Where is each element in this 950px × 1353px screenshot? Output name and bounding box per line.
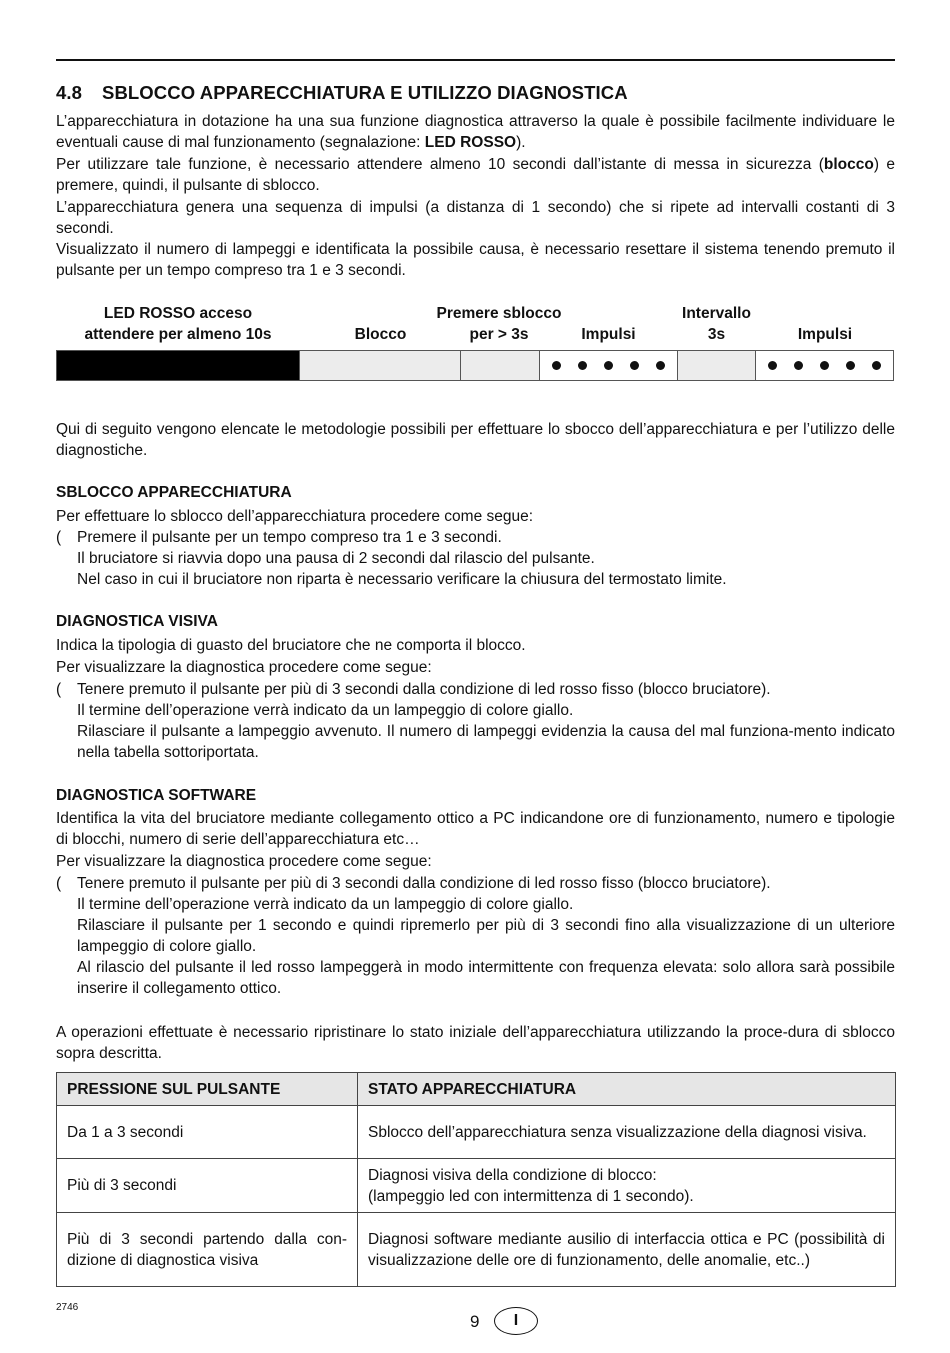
table-cell-stato-text: Diagnosi visiva della condizione di blocco: bbox=[368, 1166, 657, 1184]
page-number: 9 bbox=[470, 1312, 480, 1331]
intro-paragraph-1 bbox=[56, 111, 895, 153]
intro-p2-text: Per utilizzare tale funzione, è necessario attendere almeno 10 secondi dall’istante di messa in sicurezza ( bbox=[56, 156, 824, 173]
top-rule bbox=[56, 59, 895, 61]
intro-p1-bold: LED ROSSO bbox=[424, 134, 517, 151]
diagram-pulses-segment-2 bbox=[756, 351, 893, 380]
diagram-timeline-bar bbox=[56, 350, 894, 381]
intro-p1-text: L’apparecchiatura in dotazione ha una sua funzione diagnostica attraverso la quale è possibile facilmente individuare le eventuali cause di mal funzionamento (segnalazione: bbox=[56, 113, 895, 151]
table-row bbox=[57, 1159, 896, 1213]
document-code: 2746 bbox=[56, 1302, 79, 1313]
intro-paragraph-4: Visualizzato il numero di lampeggi e identificata la possibile causa, è necessario resettare il sistema tenendo premuto il pulsante per un tempo compreso tra 1 e 3 secondi. bbox=[56, 241, 895, 279]
pulse-dot bbox=[552, 361, 561, 370]
table-cell-pressione: Da 1 a 3 secondi bbox=[57, 1106, 358, 1159]
language-badge: I bbox=[494, 1307, 538, 1335]
diagram-led-on-segment bbox=[57, 351, 300, 380]
visiva-line-2: Il termine dell’operazione verrà indicato da un lampeggio di colore giallo. bbox=[77, 702, 574, 719]
table-cell-stato bbox=[358, 1106, 896, 1159]
diagram-header-led-line1: LED ROSSO acceso bbox=[103, 305, 253, 322]
pulse-dot bbox=[656, 361, 665, 370]
visiva-heading: DIAGNOSTICA VISIVA bbox=[56, 613, 218, 630]
software-bullet bbox=[56, 873, 895, 999]
diagram-pulses-segment-1 bbox=[540, 351, 678, 380]
visiva-line-3: Rilasciare il pulsante a lampeggio avvenuto. Il numero di lampeggi evidenzia la causa del mal funziona-mento indicato nella tabella sottoriportata. bbox=[77, 723, 895, 761]
visiva-lead-1: Indica la tipologia di guasto del bruciatore che ne comporta il blocco. bbox=[56, 637, 526, 654]
pulse-dot bbox=[578, 361, 587, 370]
software-heading: DIAGNOSTICA SOFTWARE bbox=[56, 787, 257, 804]
intro-paragraph-3: L’apparecchiatura genera una sequenza di impulsi (a distanza di 1 secondo) che si ripete ad intervalli costanti di 3 secondi. bbox=[56, 199, 895, 237]
diagram-press-segment bbox=[461, 351, 540, 380]
section-title bbox=[56, 82, 628, 104]
pulse-dot bbox=[794, 361, 803, 370]
intro-p2-bold: blocco bbox=[823, 156, 874, 173]
bullet-mark: ( bbox=[56, 529, 62, 546]
pulse-dot bbox=[872, 361, 881, 370]
diagram-blocco-segment bbox=[300, 351, 461, 380]
diagram-header-premere-line2: per > 3s bbox=[469, 326, 529, 343]
table-cell-pressione: Più di 3 secondi partendo dalla con-dizione di diagnostica visiva bbox=[57, 1213, 358, 1287]
visiva-bullet bbox=[56, 679, 895, 763]
table-cell-stato bbox=[358, 1213, 896, 1287]
diagram-interval-segment bbox=[678, 351, 756, 380]
intro-p1-end: ). bbox=[516, 134, 526, 151]
table-row bbox=[57, 1213, 896, 1287]
sblocco-line-3: Nel caso in cui il bruciatore non riparta è necessario verificare la chiusura del termostato limite. bbox=[77, 571, 727, 588]
software-lead-2: Per visualizzare la diagnostica procedere come segue: bbox=[56, 853, 432, 870]
section-number: 4.8 bbox=[56, 82, 83, 103]
table-cell-pressione: Più di 3 secondi bbox=[57, 1159, 358, 1213]
bullet-mark: ( bbox=[56, 681, 62, 698]
software-line-1: Tenere premuto il pulsante per più di 3 secondi dalla condizione di led rosso fisso (blocco bruciatore). bbox=[77, 875, 771, 892]
bullet-mark: ( bbox=[56, 875, 62, 892]
software-line-2: Il termine dell’operazione verrà indicato da un lampeggio di colore giallo. bbox=[77, 896, 574, 913]
diagram-header-blocco: Blocco bbox=[354, 326, 407, 343]
intro-paragraph-2 bbox=[56, 154, 895, 196]
diagram-header-impulsi-1: Impulsi bbox=[581, 326, 636, 343]
pulse-dot bbox=[768, 361, 777, 370]
after-diagram-paragraph: Qui di seguito vengono elencate le metodologie possibili per effettuare lo sbocco dell’apparecchiatura e per l’utilizzo delle diagnostiche. bbox=[56, 421, 895, 459]
sblocco-lead: Per effettuare lo sblocco dell’apparecchiatura procedere come segue: bbox=[56, 508, 534, 525]
table-cell-stato bbox=[358, 1159, 896, 1213]
diagram-header-intervallo bbox=[677, 303, 756, 345]
diagram-header-intervallo-line1: Intervallo bbox=[682, 305, 751, 322]
sblocco-line-2: Il bruciatore si riavvia dopo una pausa di 2 secondi dal rilascio del pulsante. bbox=[77, 550, 595, 567]
diagram-header-led bbox=[56, 303, 300, 345]
table-cell-stato-text: Diagnosi software mediante ausilio di interfaccia ottica e PC (possibilità di visualizzazione delle ore di funzionamento, delle anomalie, etc..) bbox=[368, 1230, 885, 1269]
sblocco-heading: SBLOCCO APPARECCHIATURA bbox=[56, 484, 292, 501]
sblocco-line-1: Premere il pulsante per un tempo compreso tra 1 e 3 secondi. bbox=[77, 529, 502, 546]
pulse-dot bbox=[630, 361, 639, 370]
table-cell-stato-text-2: (lampeggio led con intermittenza di 1 secondo). bbox=[368, 1187, 694, 1205]
diagram-header-intervallo-line2: 3s bbox=[707, 326, 726, 343]
visiva-line-1: Tenere premuto il pulsante per più di 3 secondi dalla condizione di led rosso fisso (blocco bruciatore). bbox=[77, 681, 771, 698]
table-header-pressione: PRESSIONE SUL PULSANTE bbox=[57, 1073, 358, 1106]
software-lead-1: Identifica la vita del bruciatore mediante collegamento ottico a PC indicandone ore di funzionamento, numero e tipologie di blocchi, numero di serie dell’apparecchiatura etc… bbox=[56, 810, 895, 848]
software-line-3: Rilasciare il pulsante per 1 secondo e quindi ripremerlo per più di 3 secondi fino alla visualizzazione di un ulteriore lampeggio di colore giallo. bbox=[77, 917, 895, 955]
pulse-dot bbox=[846, 361, 855, 370]
table-cell-stato-text: Sblocco dell’apparecchiatura senza visualizzazione della diagnosi visiva. bbox=[368, 1123, 867, 1141]
button-press-table bbox=[56, 1072, 896, 1287]
diagram-header-premere-line1: Premere sblocco bbox=[436, 305, 562, 322]
section-title-text: SBLOCCO APPARECCHIATURA E UTILIZZO DIAGNOSTICA bbox=[102, 82, 628, 103]
pulse-dot bbox=[604, 361, 613, 370]
diagram-header-impulsi-2: Impulsi bbox=[797, 326, 853, 343]
table-header-row bbox=[57, 1073, 896, 1106]
table-header-stato: STATO APPARECCHIATURA bbox=[358, 1073, 896, 1106]
software-line-4: Al rilascio del pulsante il led rosso lampeggerà in modo intermittente con frequenza elevata: solo allora sarà possibile inserire il collegamento ottico. bbox=[77, 959, 895, 997]
sblocco-bullet bbox=[56, 527, 895, 590]
intro-p2-end: ) e premere, quindi, il pulsante di sblocco. bbox=[56, 156, 896, 194]
pulse-dot bbox=[820, 361, 829, 370]
diagram-header-led-line2: attendere per almeno 10s bbox=[84, 326, 272, 343]
table-row bbox=[57, 1106, 896, 1159]
visiva-lead-2: Per visualizzare la diagnostica procedere come segue: bbox=[56, 659, 432, 676]
closing-paragraph: A operazioni effettuate è necessario ripristinare lo stato iniziale dell’apparecchiatura utilizzando la proce-dura di sblocco sopra descritta. bbox=[56, 1024, 895, 1062]
